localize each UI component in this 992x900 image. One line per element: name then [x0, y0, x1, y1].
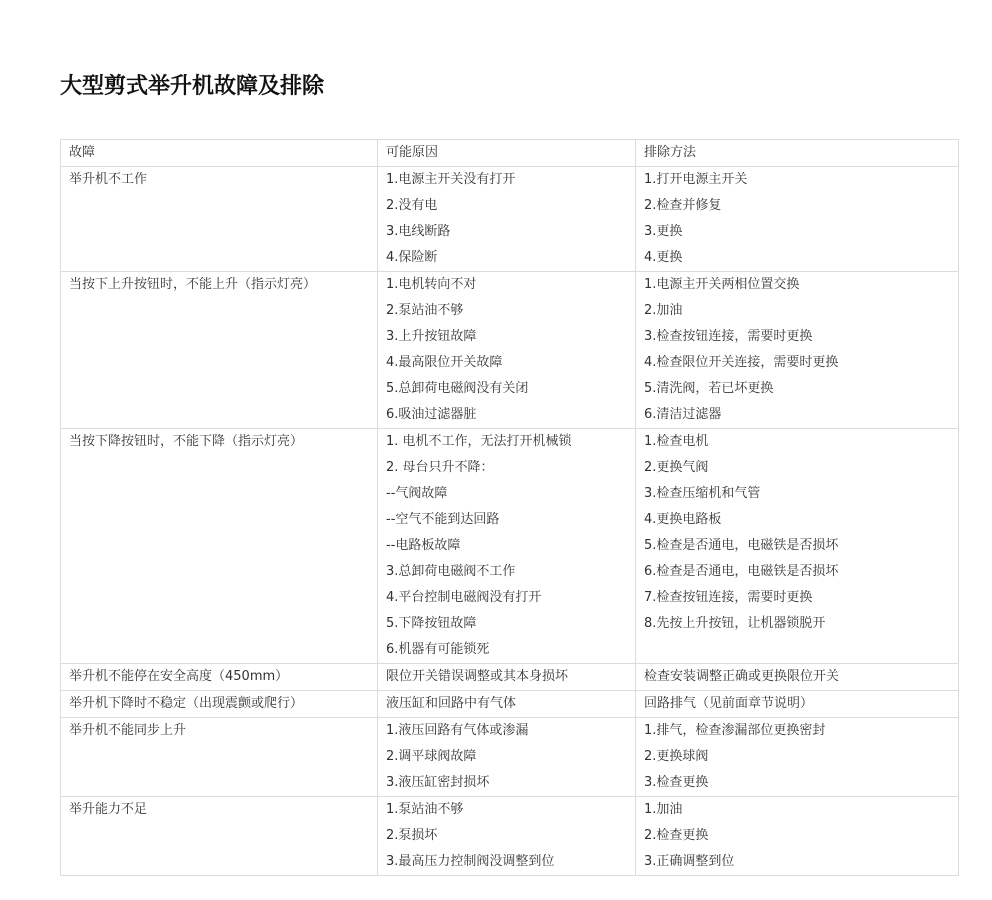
cause-item: 3.液压缸密封损坏 [386, 775, 490, 790]
cause-item: 5.总卸荷电磁阀没有关闭 [386, 381, 529, 396]
table-body [61, 167, 959, 876]
remedies-cell [636, 718, 959, 797]
remedy-item: 1.加油 [644, 802, 683, 817]
cause-item: --电路板故障 [386, 538, 461, 553]
remedy-item: 5.清洗阀，若已坏更换 [644, 381, 774, 396]
remedy-item: 2.更换气阀 [644, 460, 709, 475]
table-row [61, 718, 959, 797]
header-causes: 可能原因 [378, 140, 636, 167]
remedy-item: 6.检查是否通电，电磁铁是否损坏 [644, 564, 839, 579]
causes-cell [378, 691, 636, 718]
causes-cell [378, 272, 636, 429]
table-row [61, 167, 959, 272]
cause-item: 1.液压回路有气体或渗漏 [386, 723, 529, 738]
cause-item: 2.泵损坏 [386, 828, 438, 843]
cause-item: 限位开关错误调整或其本身损坏 [386, 669, 569, 684]
header-fault: 故障 [61, 140, 378, 167]
remedy-item: 1.排气，检查渗漏部位更换密封 [644, 723, 826, 738]
cause-item: 2.泵站油不够 [386, 303, 464, 318]
remedy-item: 回路排气（见前面章节说明） [644, 696, 814, 711]
fault-cell [61, 691, 378, 718]
remedy-item: 检查安装调整正确或更换限位开关 [644, 669, 840, 684]
cause-item: 1.电机转向不对 [386, 277, 477, 292]
fault-text: 举升机不能同步上升 [69, 723, 187, 738]
remedies-cell [636, 429, 959, 664]
fault-text: 当按下降按钮时，不能下降（指示灯亮） [69, 434, 304, 449]
remedy-item: 3.检查按钮连接，需要时更换 [644, 329, 813, 344]
remedy-item: 3.检查更换 [644, 775, 709, 790]
cause-item: 2.没有电 [386, 198, 438, 213]
cause-item: 1.泵站油不够 [386, 802, 464, 817]
remedy-item: 2.检查并修复 [644, 198, 722, 213]
fault-cell [61, 797, 378, 876]
cause-item: 1.电源主开关没有打开 [386, 172, 516, 187]
table-row [61, 797, 959, 876]
remedy-item: 4.检查限位开关连接，需要时更换 [644, 355, 839, 370]
fault-table [60, 139, 959, 876]
fault-cell [61, 272, 378, 429]
remedy-item: 8.先按上升按钮，让机器锁脱开 [644, 616, 826, 631]
table-row [61, 664, 959, 691]
fault-cell [61, 718, 378, 797]
remedy-item: 1.电源主开关两相位置交换 [644, 277, 800, 292]
cause-item: 1. 电机不工作，无法打开机械锁 [386, 434, 572, 449]
cause-item: 2.调平球阀故障 [386, 749, 477, 764]
remedy-item: 3.检查压缩机和气管 [644, 486, 761, 501]
remedy-item: 7.检查按钮连接，需要时更换 [644, 590, 813, 605]
fault-text: 举升机不能停在安全高度（450mm） [69, 669, 289, 684]
causes-cell [378, 664, 636, 691]
remedies-cell [636, 691, 959, 718]
table-header-row [61, 140, 959, 167]
remedy-item: 6.清洁过滤器 [644, 407, 722, 422]
remedy-item: 2.加油 [644, 303, 683, 318]
cause-item: --空气不能到达回路 [386, 512, 500, 527]
cause-item: 3.上升按钮故障 [386, 329, 477, 344]
causes-cell [378, 797, 636, 876]
table-row [61, 691, 959, 718]
causes-cell [378, 718, 636, 797]
remedy-item: 3.正确调整到位 [644, 854, 735, 869]
header-remedies: 排除方法 [636, 140, 959, 167]
fault-text: 举升能力不足 [69, 802, 148, 817]
cause-item: 3.电线断路 [386, 224, 451, 239]
table-row [61, 429, 959, 664]
cause-item: 6.吸油过滤器脏 [386, 407, 477, 422]
cause-item: 5.下降按钮故障 [386, 616, 477, 631]
remedy-item: 3.更换 [644, 224, 683, 239]
fault-text: 举升机下降时不稳定（出现震颤或爬行） [69, 696, 304, 711]
remedy-item: 4.更换电路板 [644, 512, 722, 527]
causes-cell [378, 167, 636, 272]
remedies-cell [636, 797, 959, 876]
cause-item: 3.最高压力控制阀没调整到位 [386, 854, 555, 869]
fault-cell [61, 167, 378, 272]
cause-item: 6.机器有可能锁死 [386, 642, 490, 657]
remedies-cell [636, 272, 959, 429]
fault-cell [61, 664, 378, 691]
causes-cell [378, 429, 636, 664]
remedy-item: 1.打开电源主开关 [644, 172, 748, 187]
fault-text: 当按下上升按钮时，不能上升（指示灯亮） [69, 277, 317, 292]
fault-cell [61, 429, 378, 664]
cause-item: 4.平台控制电磁阀没有打开 [386, 590, 542, 605]
table-row [61, 272, 959, 429]
cause-item: 2. 母台只升不降： [386, 460, 494, 475]
remedy-item: 4.更换 [644, 250, 683, 265]
page-title: 大型剪式举升机故障及排除 [60, 74, 325, 99]
remedy-item: 5.检查是否通电，电磁铁是否损坏 [644, 538, 839, 553]
fault-text: 举升机不工作 [69, 172, 148, 187]
remedies-cell [636, 167, 959, 272]
cause-item: 液压缸和回路中有气体 [386, 696, 517, 711]
cause-item: 4.最高限位开关故障 [386, 355, 503, 370]
cause-item: 4.保险断 [386, 250, 438, 265]
remedy-item: 2.检查更换 [644, 828, 709, 843]
cause-item: 3.总卸荷电磁阀不工作 [386, 564, 516, 579]
remedy-item: 2.更换球阀 [644, 749, 709, 764]
remedies-cell [636, 664, 959, 691]
remedy-item: 1.检查电机 [644, 434, 709, 449]
cause-item: --气阀故障 [386, 486, 448, 501]
